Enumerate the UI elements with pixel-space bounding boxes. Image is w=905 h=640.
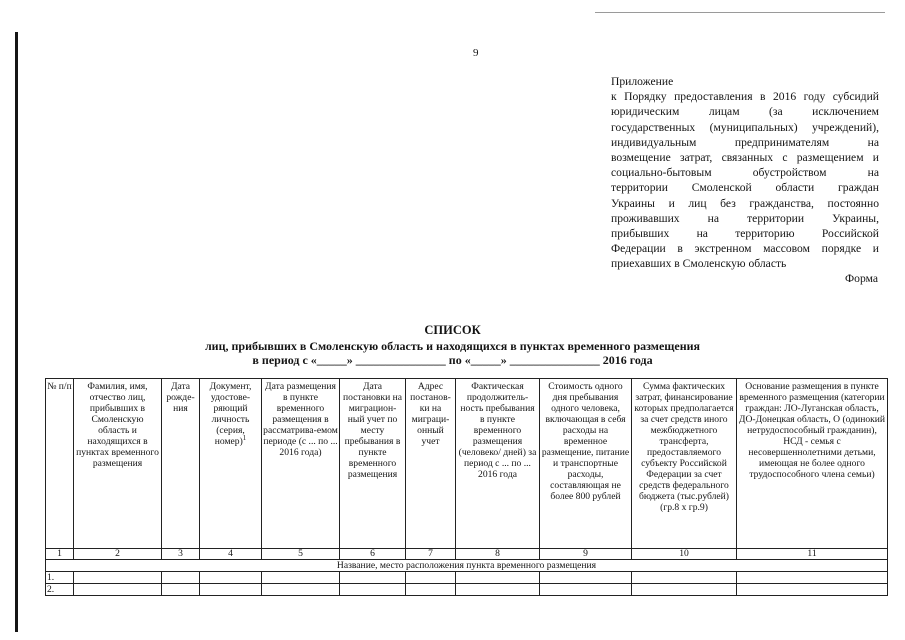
appendix-line: возмещение затрат, связанных с размещением и bbox=[611, 151, 879, 165]
empty-cell[interactable] bbox=[632, 584, 737, 596]
document-title: СПИСОК bbox=[424, 323, 481, 337]
appendix-line: проживавших на территории Украины, bbox=[611, 211, 879, 225]
empty-cell[interactable] bbox=[340, 584, 406, 596]
column-number: 9 bbox=[540, 549, 632, 560]
appendix-line: приехавших в Смоленскую область bbox=[611, 257, 787, 271]
appendix-line: Украины и лиц без гражданства, постоянно bbox=[611, 196, 879, 210]
place-row-label: Название, место расположения пункта временного размещения bbox=[46, 560, 888, 572]
empty-cell[interactable] bbox=[262, 572, 340, 584]
scan-artifact-top-line bbox=[595, 12, 885, 13]
column-number: 8 bbox=[456, 549, 540, 560]
column-number: 10 bbox=[632, 549, 737, 560]
empty-cell[interactable] bbox=[74, 572, 162, 584]
appendix-line: юридическим лицам (за исключением bbox=[611, 105, 879, 119]
table-row bbox=[46, 572, 888, 584]
empty-cell[interactable] bbox=[406, 584, 456, 596]
row-number: 2. bbox=[46, 584, 74, 596]
column-header: Дата постановки на миграцион-ный учет по месту пребывания в пункте временного размещения bbox=[340, 379, 406, 549]
empty-cell[interactable] bbox=[456, 572, 540, 584]
appendix-line: Приложение bbox=[611, 75, 674, 88]
empty-cell[interactable] bbox=[262, 584, 340, 596]
empty-cell[interactable] bbox=[737, 572, 888, 584]
empty-cell[interactable] bbox=[200, 572, 262, 584]
footnote-marker: 1 bbox=[242, 433, 247, 442]
empty-cell[interactable] bbox=[540, 572, 632, 584]
column-header: Дата размещения в пункте временного размещения в рассматрива-емом периоде (с ... по ... 2016 года) bbox=[262, 379, 340, 549]
table-header-row bbox=[46, 379, 888, 549]
document-subtitle: лиц, прибывших в Смоленскую область и находящихся в пунктах временного размещения bbox=[204, 339, 701, 353]
column-header: Фамилия, имя, отчество лиц, прибывших в Смоленскую область и находящихся в пунктах временного размещения bbox=[74, 379, 162, 549]
empty-cell[interactable] bbox=[540, 584, 632, 596]
empty-cell[interactable] bbox=[162, 584, 200, 596]
page-number: 9 bbox=[473, 47, 479, 59]
place-row bbox=[46, 560, 888, 572]
column-header: Фактическая продолжитель-ность пребывания в пункте временного размещения (человеко/ дней) за период с ... по ... 2016 года bbox=[456, 379, 540, 549]
column-header bbox=[200, 379, 262, 549]
column-header: Основание размещения в пункте временного размещения (категории граждан: ЛО-Луганская область, ДО-Донецкая область, О (одинокий нетрудоспособный гражданин), НСД - семья с несовершеннолетними детьми, имеющая не более одного трудоспособного члена семьи) bbox=[737, 379, 888, 549]
column-header: № п/п bbox=[46, 379, 74, 549]
column-number: 6 bbox=[340, 549, 406, 560]
column-header: Дата рожде-ния bbox=[162, 379, 200, 549]
column-number: 3 bbox=[162, 549, 200, 560]
row-number: 1. bbox=[46, 572, 74, 584]
column-header-text: Документ, удостове-ряющий личность (серия, номер) bbox=[209, 381, 252, 447]
column-header: Стоимость одного дня пребывания одного человека, включающая в себя расходы на временное размещение, питание и транспортные расходы, составляющая не более 800 рублей bbox=[540, 379, 632, 549]
empty-cell[interactable] bbox=[340, 572, 406, 584]
column-number: 1 bbox=[46, 549, 74, 560]
empty-cell[interactable] bbox=[162, 572, 200, 584]
column-number: 11 bbox=[737, 549, 888, 560]
column-header: Сумма фактических затрат, финансирование которых предполагается за счет средств иного межбюджетного трансферта, предоставляемого субъекту Российской Федерации за счет средств федерального бюджета (тыс.рублей) (гр.8 х гр.9) bbox=[632, 379, 737, 549]
appendix-line: Федерации в экстренном массовом порядке и bbox=[611, 242, 879, 256]
appendix-note bbox=[611, 74, 879, 272]
appendix-line: индивидуальным предпринимателям на bbox=[611, 135, 879, 149]
column-number: 5 bbox=[262, 549, 340, 560]
appendix-line: прибывших на территорию Российской bbox=[611, 227, 879, 241]
empty-cell[interactable] bbox=[632, 572, 737, 584]
empty-cell[interactable] bbox=[456, 584, 540, 596]
column-header: Адрес постанов-ки на миграци-онный учет bbox=[406, 379, 456, 549]
appendix-line: социально-бытовым обустройством на bbox=[611, 166, 879, 180]
empty-cell[interactable] bbox=[406, 572, 456, 584]
empty-cell[interactable] bbox=[74, 584, 162, 596]
column-number: 2 bbox=[74, 549, 162, 560]
table-row bbox=[46, 584, 888, 596]
appendix-line: территории Смоленской области граждан bbox=[611, 181, 879, 195]
column-number-row bbox=[46, 549, 888, 560]
column-number: 7 bbox=[406, 549, 456, 560]
appendix-line: к Порядку предоставления в 2016 году субсидий bbox=[611, 90, 879, 104]
form-label: Форма bbox=[845, 272, 878, 285]
column-number: 4 bbox=[200, 549, 262, 560]
empty-cell[interactable] bbox=[737, 584, 888, 596]
persons-table bbox=[45, 378, 888, 596]
appendix-line: государственных (муниципальных) учреждений), bbox=[611, 120, 879, 134]
period-line: в период с «_____» _______________ по «_____» _______________ 2016 года bbox=[252, 353, 653, 367]
empty-cell[interactable] bbox=[200, 584, 262, 596]
